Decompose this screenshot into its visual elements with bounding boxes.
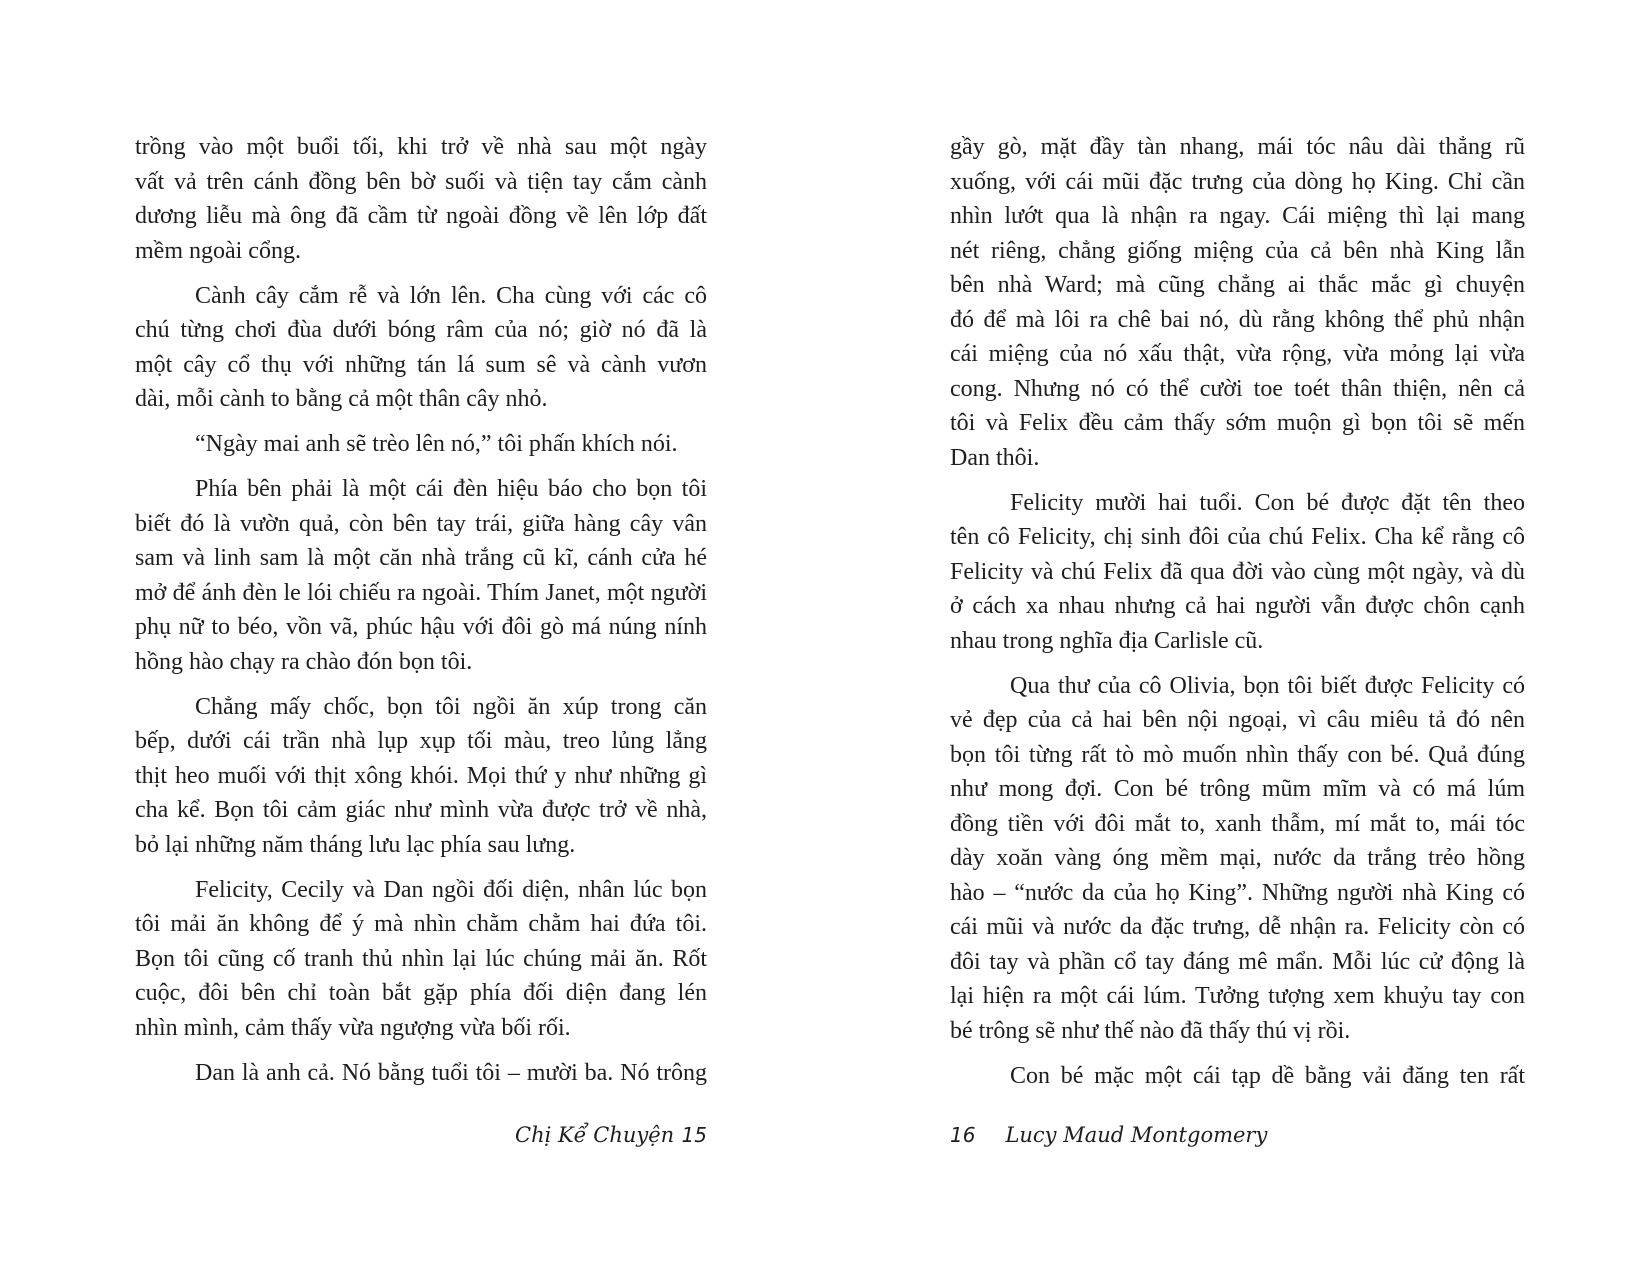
text-line: tôi và Felix đều cảm thấy sớm muộn gì bọn tôi sẽ mến: [950, 410, 1525, 436]
text-line: gầy gò, mặt đầy tàn nhang, mái tóc nâu dài thẳng rũ: [950, 134, 1525, 160]
text-line: tôi mải ăn không để ý mà nhìn chằm chằm hai đứa tôi.: [135, 911, 707, 937]
text-line: đồng tiền với đôi mắt to, xanh thẫm, mí mắt to, mái tóc: [950, 810, 1525, 837]
text-line: đó để mà lôi ra chê bai nó, dù rằng không thể phủ nhận: [950, 306, 1525, 333]
text-line: biết đó là vườn quả, còn bên tay trái, giữa hàng cây vân: [135, 510, 707, 537]
paragraph: [135, 472, 707, 679]
text-line: như mong đợi. Con bé trông mũm mĩm và có má lúm: [950, 776, 1525, 802]
running-title: Chị Kể Chuyện: [515, 1123, 675, 1147]
text-line: phụ nữ to béo, vồn vã, phúc hậu với đôi gò má núng nính: [135, 614, 707, 640]
text-line: Cành cây cắm rễ và lớn lên. Cha cùng với các cô: [195, 282, 707, 309]
right-page-body: [950, 130, 1525, 1104]
text-line: bên nhà Ward; mà cũng chẳng ai thắc mắc gì chuyện: [950, 272, 1525, 298]
text-line: Phía bên phải là một cái đèn hiệu báo cho bọn tôi: [195, 476, 707, 502]
text-line: xuống, với cái mũi đặc trưng của dòng họ King. Chỉ cần: [950, 168, 1525, 195]
text-line: nhìn lướt qua là nhận ra ngay. Cái miệng thì lại mang: [950, 203, 1525, 229]
running-title: Lucy Maud Montgomery: [1005, 1123, 1268, 1147]
paragraph: [135, 873, 707, 1046]
text-line: cha kể. Bọn tôi cảm giác như mình vừa được trở về nhà,: [135, 797, 707, 823]
text-line: bếp, dưới cái trần nhà lụp xụp tối màu, treo lủng lẳng: [135, 728, 707, 754]
paragraph: [135, 690, 707, 863]
text-line: cái mũi và nước da đặc trưng, dễ nhận ra. Felicity còn có: [950, 914, 1525, 940]
text-line: dài, mỗi cành to bằng cả một thân cây nhỏ.: [135, 386, 548, 412]
text-line: Chẳng mấy chốc, bọn tôi ngồi ăn xúp trong căn: [195, 693, 707, 720]
text-line: bọn tôi từng rất tò mò muốn nhìn thấy con bé. Quả đúng: [950, 741, 1525, 768]
text-line: nét riêng, chẳng giống miệng của cả bên nhà King lẫn: [950, 237, 1525, 264]
paragraph: [950, 486, 1525, 659]
text-line: dương liễu mà ông đã cầm từ ngoài đồng về lên lớp đất: [135, 203, 707, 229]
paragraph: [135, 427, 707, 462]
paragraph: [135, 279, 707, 417]
text-line: ở cách xa nhau nhưng cả hai người vẫn được chôn cạnh: [950, 593, 1525, 619]
text-line: Qua thư của cô Olivia, bọn tôi biết được Felicity có: [1010, 672, 1525, 699]
text-line: Dan thôi.: [950, 444, 1040, 471]
text-line: vất vả trên cánh đồng bên bờ suối và tiện tay cắm cành: [135, 168, 707, 195]
text-line: hồng hào chạy ra chào đón bọn tôi.: [135, 648, 473, 675]
text-line: tên cô Felicity, chị sinh đôi của chú Felix. Cha kể rằng cô: [950, 524, 1525, 550]
text-line: chú từng chơi đùa dưới bóng râm của nó; giờ nó đã là: [135, 317, 707, 343]
text-line: hào – “nước da của họ King”. Những người nhà King có: [950, 879, 1525, 906]
text-line: dày xoăn vàng óng mềm mại, nước da trắng trẻo hồng: [950, 845, 1525, 871]
text-line: một cây cổ thụ với những tán lá sum sê và cành vươn: [135, 351, 707, 378]
text-line: thịt heo muối với thịt xông khói. Mọi thứ y như những gì: [135, 762, 707, 789]
left-page-footer: [515, 1120, 707, 1150]
right-page-footer: [950, 1120, 1267, 1150]
text-line: mở để ánh đèn le lói chiếu ra ngoài. Thím Janet, một người: [135, 579, 707, 606]
text-line: sam và linh sam là một căn nhà trắng cũ kĩ, cánh cửa hé: [135, 545, 707, 571]
text-line: Dan là anh cả. Nó bằng tuổi tôi – mười ba. Nó trông: [195, 1059, 707, 1086]
text-line: Felicity mười hai tuổi. Con bé được đặt tên theo: [1010, 489, 1525, 516]
text-line: cái miệng của nó xấu thật, vừa rộng, vừa mỏng lại vừa: [950, 341, 1525, 367]
text-line: “Ngày mai anh sẽ trèo lên nó,” tôi phấn khích nói.: [195, 431, 678, 457]
left-page-body: [135, 130, 707, 1101]
text-line: nhìn mình, cảm thấy vừa ngượng vừa bối rối.: [135, 1014, 571, 1041]
text-line: Felicity, Cecily và Dan ngồi đối diện, nhân lúc bọn: [195, 876, 707, 903]
paragraph: [950, 669, 1525, 1049]
paragraph: [135, 1056, 707, 1091]
text-line: Bọn tôi cũng cố tranh thủ nhìn lại lúc chúng mải ăn. Rốt: [135, 945, 707, 972]
text-line: Felicity và chú Felix đã qua đời vào cùng một ngày, và dù: [950, 558, 1525, 585]
text-line: bỏ lại những năm tháng lưu lạc phía sau lưng.: [135, 831, 576, 858]
text-line: đôi tay và phần cổ tay đáng mê mẩn. Mỗi lúc cử động là: [950, 948, 1525, 975]
page-number: 16: [950, 1123, 976, 1147]
text-line: nhau trong nghĩa địa Carlisle cũ.: [950, 627, 1264, 654]
text-line: cong. Nhưng nó có thể cười toe toét thân thiện, nên cả: [950, 375, 1525, 402]
text-line: cuộc, đôi bên chỉ toàn bắt gặp phía đối diện đang lén: [135, 980, 707, 1006]
text-line: bé trông sẽ như thế nào đã thấy thú vị rồi.: [950, 1017, 1351, 1044]
text-line: mềm ngoài cổng.: [135, 237, 301, 264]
text-line: vẻ đẹp của cả hai bên nội ngoại, vì câu miêu tả đó nên: [950, 707, 1525, 733]
text-line: Con bé mặc một cái tạp dề bằng vải đăng ten rất: [1010, 1062, 1525, 1089]
paragraph: [950, 1059, 1525, 1094]
paragraph: [135, 130, 707, 268]
text-line: lại hiện ra một cái lúm. Tưởng tượng xem khuỷu tay con: [950, 983, 1525, 1009]
page-number: 15: [681, 1123, 707, 1147]
text-line: trồng vào một buổi tối, khi trở về nhà sau một ngày: [135, 134, 707, 160]
paragraph: [950, 130, 1525, 475]
